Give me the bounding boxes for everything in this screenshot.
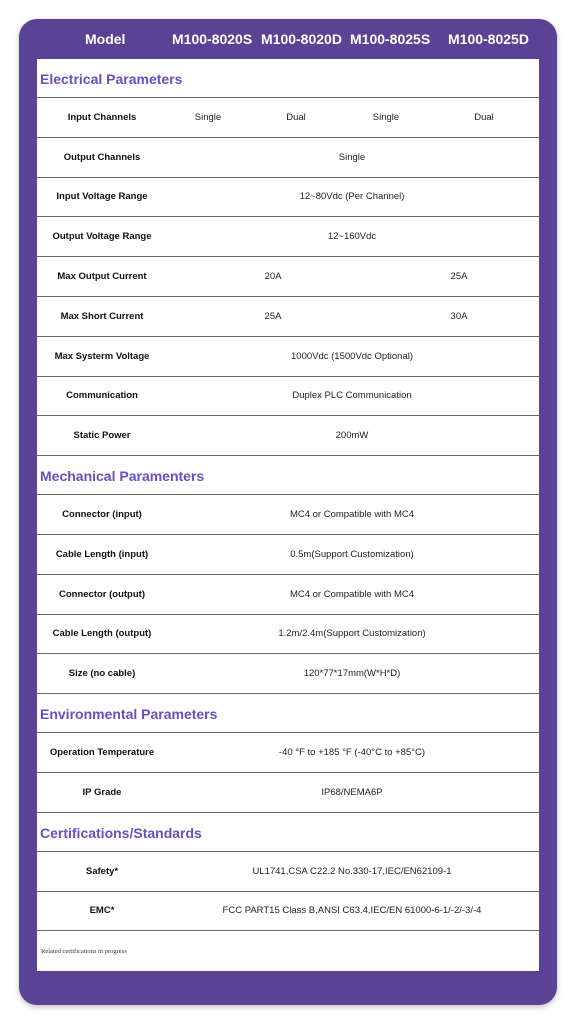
cell-value: 12~160Vdc [327,231,377,243]
row-label: Max Short Current [60,310,144,322]
row-label: Connector (output) [58,588,145,600]
table-row-emc [37,892,539,932]
cell-value: 1000Vdc (1500Vdc Optional) [291,350,413,362]
cell-value: 0.5m(Support Customization) [290,548,414,560]
table-row-input-channels [37,98,539,138]
section-title-certifications: Certifications/Standards [37,813,539,852]
model-m100-8020s: M100-8020S [172,31,253,47]
model-header-label: Model [85,31,126,47]
table-row-connector-output [37,575,539,615]
row-label: Connector (input) [62,509,142,521]
cell-value: Duplex PLC Communication [292,390,412,402]
cell-value: 25A [264,310,282,322]
row-label: Operation Temperature [49,747,155,759]
row-label: Communication [66,390,138,402]
cell-value: MC4 or Compatible with MC4 [289,588,415,600]
cell-value: 30A [450,310,468,322]
cell-value: 200mW [335,430,369,442]
row-label: Max Systerm Voltage [54,350,150,362]
cell-value: Dual [286,111,306,123]
cell-value: Single [372,111,400,123]
section-title-mechanical: Mechanical Paramenters [37,456,539,495]
table-row-connector-input [37,495,539,535]
table-row-max-short-current [37,297,539,337]
row-label: Cable Length (input) [55,548,149,560]
cell-value: Single [338,151,366,163]
table-row-operation-temperature [37,733,539,773]
row-label: Max Output Current [57,271,147,283]
cell-value: MC4 or Compatible with MC4 [289,509,415,521]
table-row-max-system-voltage [37,337,539,377]
cell-value: 1.2m/2.4m(Support Customization) [278,628,426,640]
row-label: Static Power [73,430,131,442]
row-label: EMC* [89,905,115,917]
cell-value: -40 °F to +185 °F (-40°C to +85°C) [278,747,426,759]
row-label: Cable Length (output) [52,628,152,640]
section-title-environmental: Environmental Parameters [37,694,539,733]
model-m100-8025d: M100-8025D [448,31,529,47]
spec-table-frame [19,19,557,1005]
footnote: Related certifications in progress [41,948,127,955]
model-m100-8020d: M100-8020D [261,31,342,47]
cell-value: 12~80Vdc (Per Channel) [299,191,405,203]
table-header [19,19,557,59]
cell-value: FCC PART15 Class B,ANSI C63.4,IEC/EN 61000-6-1/-2/-3/-4 [222,905,482,917]
row-label: Input Channels [67,111,137,123]
model-m100-8025s: M100-8025S [350,31,431,47]
cell-value: 25A [450,271,468,283]
table-row-cable-length-input [37,535,539,575]
cell-value: Single [194,111,222,123]
spec-table-body [37,59,539,971]
row-label: Output Channels [63,151,141,163]
cell-value: 120*77*17mm(W*H*D) [303,668,401,680]
table-row-size [37,654,539,694]
row-label: Input Voltage Range [56,191,148,203]
section-title-electrical: Electrical Parameters [37,59,539,98]
table-row-communication [37,377,539,417]
table-row-output-voltage-range [37,217,539,257]
row-label: Size (no cable) [68,668,136,680]
table-row-output-channels [37,138,539,178]
row-label: Safety* [85,865,119,877]
cell-value: IP68/NEMA6P [321,786,383,798]
table-row-static-power [37,416,539,456]
cell-value: Dual [474,111,494,123]
cell-value: 20A [264,271,282,283]
row-label: Output Voltage Range [52,231,152,243]
cell-value: UL1741,CSA C22.2 No.330-17,IEC/EN62109-1 [252,865,452,877]
table-row-max-output-current [37,257,539,297]
table-row-safety [37,852,539,892]
table-row-input-voltage-range [37,178,539,218]
table-row-ip-grade [37,773,539,813]
table-row-cable-length-output [37,615,539,655]
row-label: IP Grade [82,786,122,798]
